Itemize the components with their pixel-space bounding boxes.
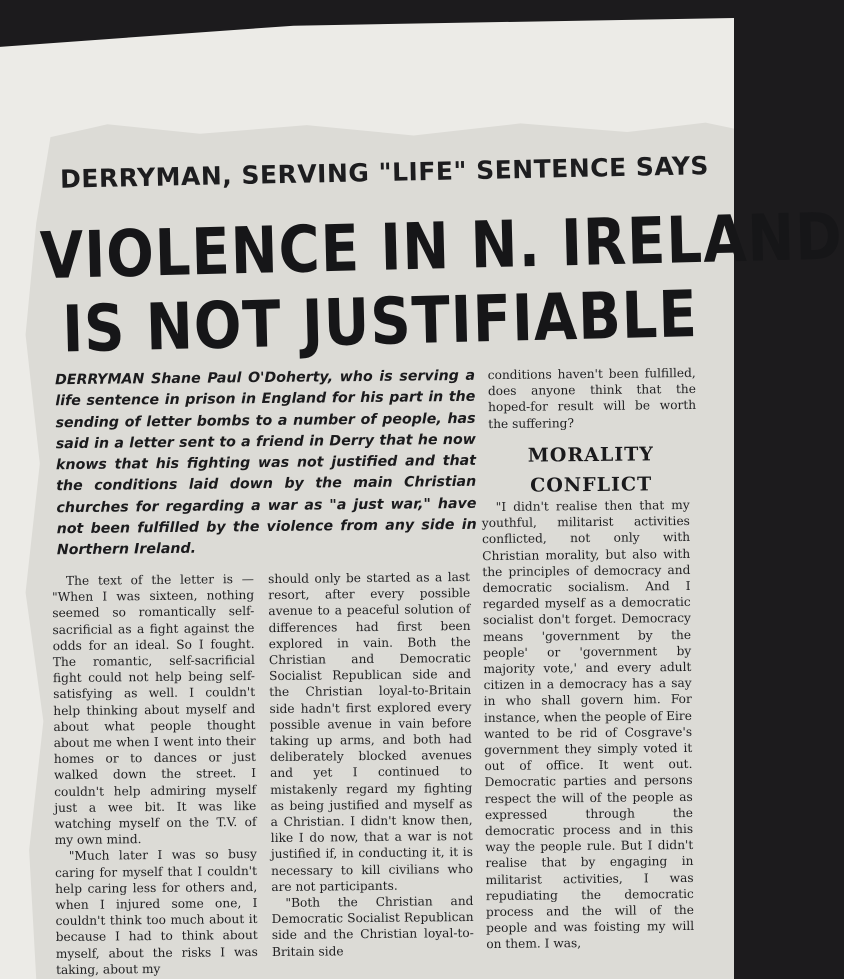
paragraph: should only be started as a last resort, after every possible avenue to a peaceful solution of differences had first been explored in vain. Both the Christian and Democratic Socialist Republican side and the Christian loyal-to-Britain side hadn't first explored every possible avenue in vain before taking up arms, and both had deliberately blocked avenues and yet I continued to mistakenly regard my fighting as being justified and myself as a Christian. I didn't know then, like I do now, that a war is not justified if, in conducting it, it is necessary to kill civilians who are not participants. <box>267 569 474 894</box>
subheading-line-2: CONFLICT <box>530 473 653 497</box>
body-column-3-bottom <box>482 497 695 953</box>
subheading <box>488 439 695 501</box>
paragraph: conditions haven't been fulfilled, does anyone think that the hoped-for result will be worth the suffering? <box>487 365 697 431</box>
lede-paragraph: DERRYMAN Shane Paul O'Doherty, who is serving a life sentence in prison in England for his part in the sending of letter bombs to a number of people, has said in a letter sent to a friend in Derry that he now knows that his fighting was not justified and that the conditions laid down by the main Christian churches for regarding a war as "a just war," have not been fulfilled by the violence from any side in Northern Ireland. <box>55 367 477 559</box>
headline-line-1: VIOLENCE IN N. IRELAND <box>39 199 844 295</box>
body-column-3-top <box>488 365 697 432</box>
headline-line-2: IS NOT JUSTIFIABLE <box>61 277 699 368</box>
paragraph: The text of the letter is — "When I was sixteen, nothing seemed so romantically self-sacrificial as a fight against the odds for an ideal. So I fought. The romantic, self-sacrificial fight could not help being self-satisfying as well. I couldn't help thinking about myself and about what people thought about me when I went into their homes or to dances or just walked down the street. I couldn't help admiring myself just a wee bit. It was like watching myself on the T.V. of my own mind. <box>52 571 257 848</box>
subheading-line-1: MORALITY <box>527 443 654 467</box>
body-column-2 <box>268 569 474 960</box>
kicker-headline: DERRYMAN, SERVING "LIFE" SENTENCE SAYS <box>59 151 710 194</box>
paragraph: "I didn't realise then that my youthful, militarist activities conflicted, not only with Christian morality, but also with the principles of democracy and democratic socialism. And I regarded myself as a democratic socialist don't forget. Democracy means 'government by the people' or 'government by majority vote,' and every adult citizen in a democracy has a say in who shall govern him. For instance, when the people of Eire wanted to be rid of Cosgrave's government they simply voted it out of office. It went out. Democratic parties and persons respect the will of the people as expressed through the democratic process and in this way the people rule. But I didn't realise that by engaging in militarist activities, I was repudiating the democratic process and the will of the people and was foisting my will on them. I was, <box>481 497 695 952</box>
paragraph: "Much later I was so busy caring for myself that I couldn't help caring less for others and, when I injured some one, I couldn't think too much about it because I had to think about myself, about the risks I was taking, about my <box>54 847 258 977</box>
body-column-1 <box>52 571 258 978</box>
paragraph: "Both the Christian and Democratic Socialist Republican side and the Christian loyal-to-Britain side <box>271 893 474 959</box>
